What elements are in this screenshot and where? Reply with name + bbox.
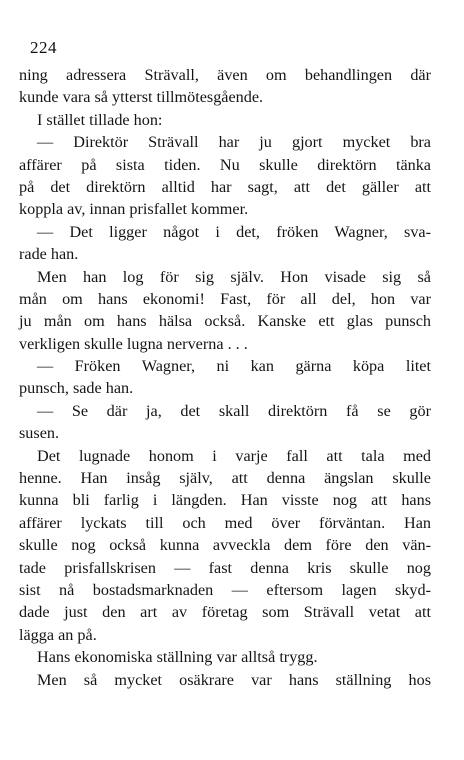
text-line: skulle nog också kunna avveckla dem före den vän-: [19, 536, 431, 555]
text-line: lägga an på.: [19, 625, 97, 644]
text-line: kunde vara så ytterst tillmötesgående.: [19, 88, 264, 107]
page-number: 224: [30, 38, 57, 57]
text-line: sist nå bostadsmarknaden — eftersom lagen skyd-: [19, 580, 431, 599]
text-line: Men så mycket osäkrare var hans ställning hos: [37, 670, 431, 689]
text-line: affärer lyckats till och med över förväntan. Han: [19, 513, 431, 532]
text-line: på det direktörn alltid har sagt, att det gäller att: [19, 177, 431, 196]
text-line: dade just den art av företag som Strävall vetat att: [19, 603, 431, 622]
text-line: — Fröken Wagner, ni kan gärna köpa litet: [37, 357, 431, 376]
text-line: kunna bli farlig i längden. Han visste nog att hans: [19, 491, 431, 510]
text-line: — Det ligger något i det, fröken Wagner, sva-: [37, 222, 431, 241]
text-line: punsch, sade han.: [19, 379, 134, 398]
text-line: — Se där ja, det skall direktörn få se gör: [37, 401, 431, 420]
text-line: rade han.: [19, 245, 79, 264]
text-line: verkligen skulle lugna nerverna . . .: [19, 334, 248, 353]
text-line: I stället tillade hon:: [37, 110, 163, 129]
text-line: ning adressera Strävall, även om behandlingen där: [19, 66, 431, 84]
text-line: henne. Han insåg själv, att denna ängslan skulle: [19, 469, 431, 488]
body-text: [19, 64, 431, 691]
text-line: tade prisfallskrisen — fast denna kris skulle nog: [19, 558, 431, 577]
text-line: susen.: [19, 424, 60, 443]
text-line: Hans ekonomiska ställning var alltså trygg.: [37, 648, 318, 667]
text-line: — Direktör Strävall har ju gjort mycket bra: [37, 133, 431, 152]
text-line: mån om hans ekonomi! Fast, för all del, hon var: [19, 289, 431, 308]
text-line: affärer på sista tiden. Nu skulle direktörn tänka: [19, 155, 431, 174]
text-line: ju mån om hans hälsa också. Kanske ett glas punsch: [19, 312, 431, 331]
text-line: Men han log för sig själv. Hon visade sig så: [37, 267, 431, 286]
text-line: koppla av, innan prisfallet kommer.: [19, 200, 249, 219]
text-line: Det lugnade honom i varje fall att tala med: [37, 446, 431, 465]
